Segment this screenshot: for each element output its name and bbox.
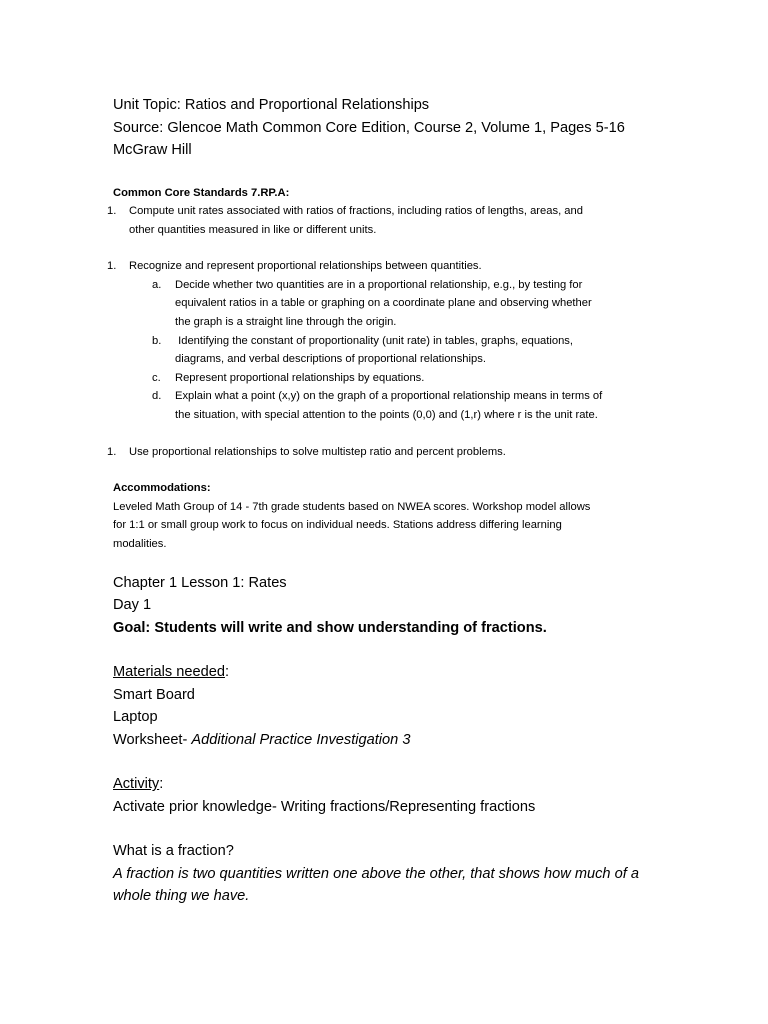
activity-heading: Activity [113,776,160,793]
standard-text-line: other quantities measured in like or different units. [129,223,377,236]
source-line: Source: Glencoe Math Common Core Edition, Course 2, Volume 1, Pages 5-16 [113,119,625,136]
standards-heading: Common Core Standards 7.RP.A: [113,186,290,199]
sub-item-line: diagrams, and verbal descriptions of proportional relationships. [175,353,486,366]
accommodations-line: for 1:1 or small group work to focus on individual needs. Stations address differing learning [113,519,562,532]
sub-item-line: Decide whether two quantities are in a proportional relationship, e.g., by testing for [175,278,583,291]
activity-text: Activate prior knowledge- Writing fractions/Representing fractions [113,798,536,815]
standard-number: 1. [107,260,117,273]
standard-text-line: Recognize and represent proportional relationships between quantities. [129,260,482,273]
accommodations-line: modalities. [113,538,167,550]
sub-item-line: Represent proportional relationships by equations. [175,371,425,384]
standard-number: 1. [107,445,117,458]
materials-heading-line [113,661,658,684]
standard-number: 1. [107,205,117,218]
materials-colon: : [224,664,230,681]
worksheet-name: Additional Practice Investigation 3 [191,731,411,748]
question-answer-line: A fraction is two quantities written one above the other, that shows how much of a [113,865,639,882]
sub-item-c [113,369,658,388]
lesson-plan-page [107,94,658,908]
day-label: Day 1 [113,597,152,614]
chapter-title: Chapter 1 Lesson 1: Rates [113,574,287,591]
question-answer-line: whole thing we have. [113,888,250,905]
standard-sublist [113,276,658,425]
standard-item-3 [107,443,658,462]
standard-text-line: Use proportional relationships to solve multistep ratio and percent problems. [129,445,506,458]
activity-heading-line [113,773,658,796]
sub-item-letter: b. [152,334,162,347]
lesson-goal: Goal: Students will write and show understanding of fractions. [113,619,547,636]
question-prompt: What is a fraction? [113,843,234,860]
sub-item-a [113,276,658,332]
sub-item-letter: a. [152,278,162,291]
publisher-line: McGraw Hill [113,142,192,158]
worksheet-prefix: Worksheet- [113,731,192,748]
standard-text-line: Compute unit rates associated with ratios of fractions, including ratios of lengths, areas, and [129,205,583,218]
sub-item-line: equivalent ratios in a table or graphing on a coordinate plane and observing whether [175,297,592,310]
material-item: Smart Board [113,686,195,703]
sub-item-letter: c. [152,371,161,384]
material-item: Laptop [113,709,158,726]
sub-item-b [113,332,658,369]
standard-item-1 [107,202,658,239]
sub-item-line: the situation, with special attention to the points (0,0) and (1,r) where r is the unit rate. [175,409,598,422]
material-worksheet [113,729,658,752]
accommodations-heading: Accommodations: [113,482,211,495]
sub-item-line: the graph is a straight line through the origin. [175,316,397,329]
unit-topic: Unit Topic: Ratios and Proportional Relationships [113,97,430,113]
sub-item-d [113,387,658,424]
accommodations-line: Leveled Math Group of 14 - 7th grade students based on NWEA scores. Workshop model allows [113,500,591,513]
standard-item-2 [107,257,658,276]
sub-item-line: Explain what a point (x,y) on the graph of a proportional relationship means in terms of [175,390,603,403]
sub-item-letter: d. [152,390,162,403]
materials-heading: Materials needed [113,664,225,681]
sub-item-line: Identifying the constant of proportionality (unit rate) in tables, graphs, equations, [175,334,574,347]
activity-colon: : [159,776,164,793]
